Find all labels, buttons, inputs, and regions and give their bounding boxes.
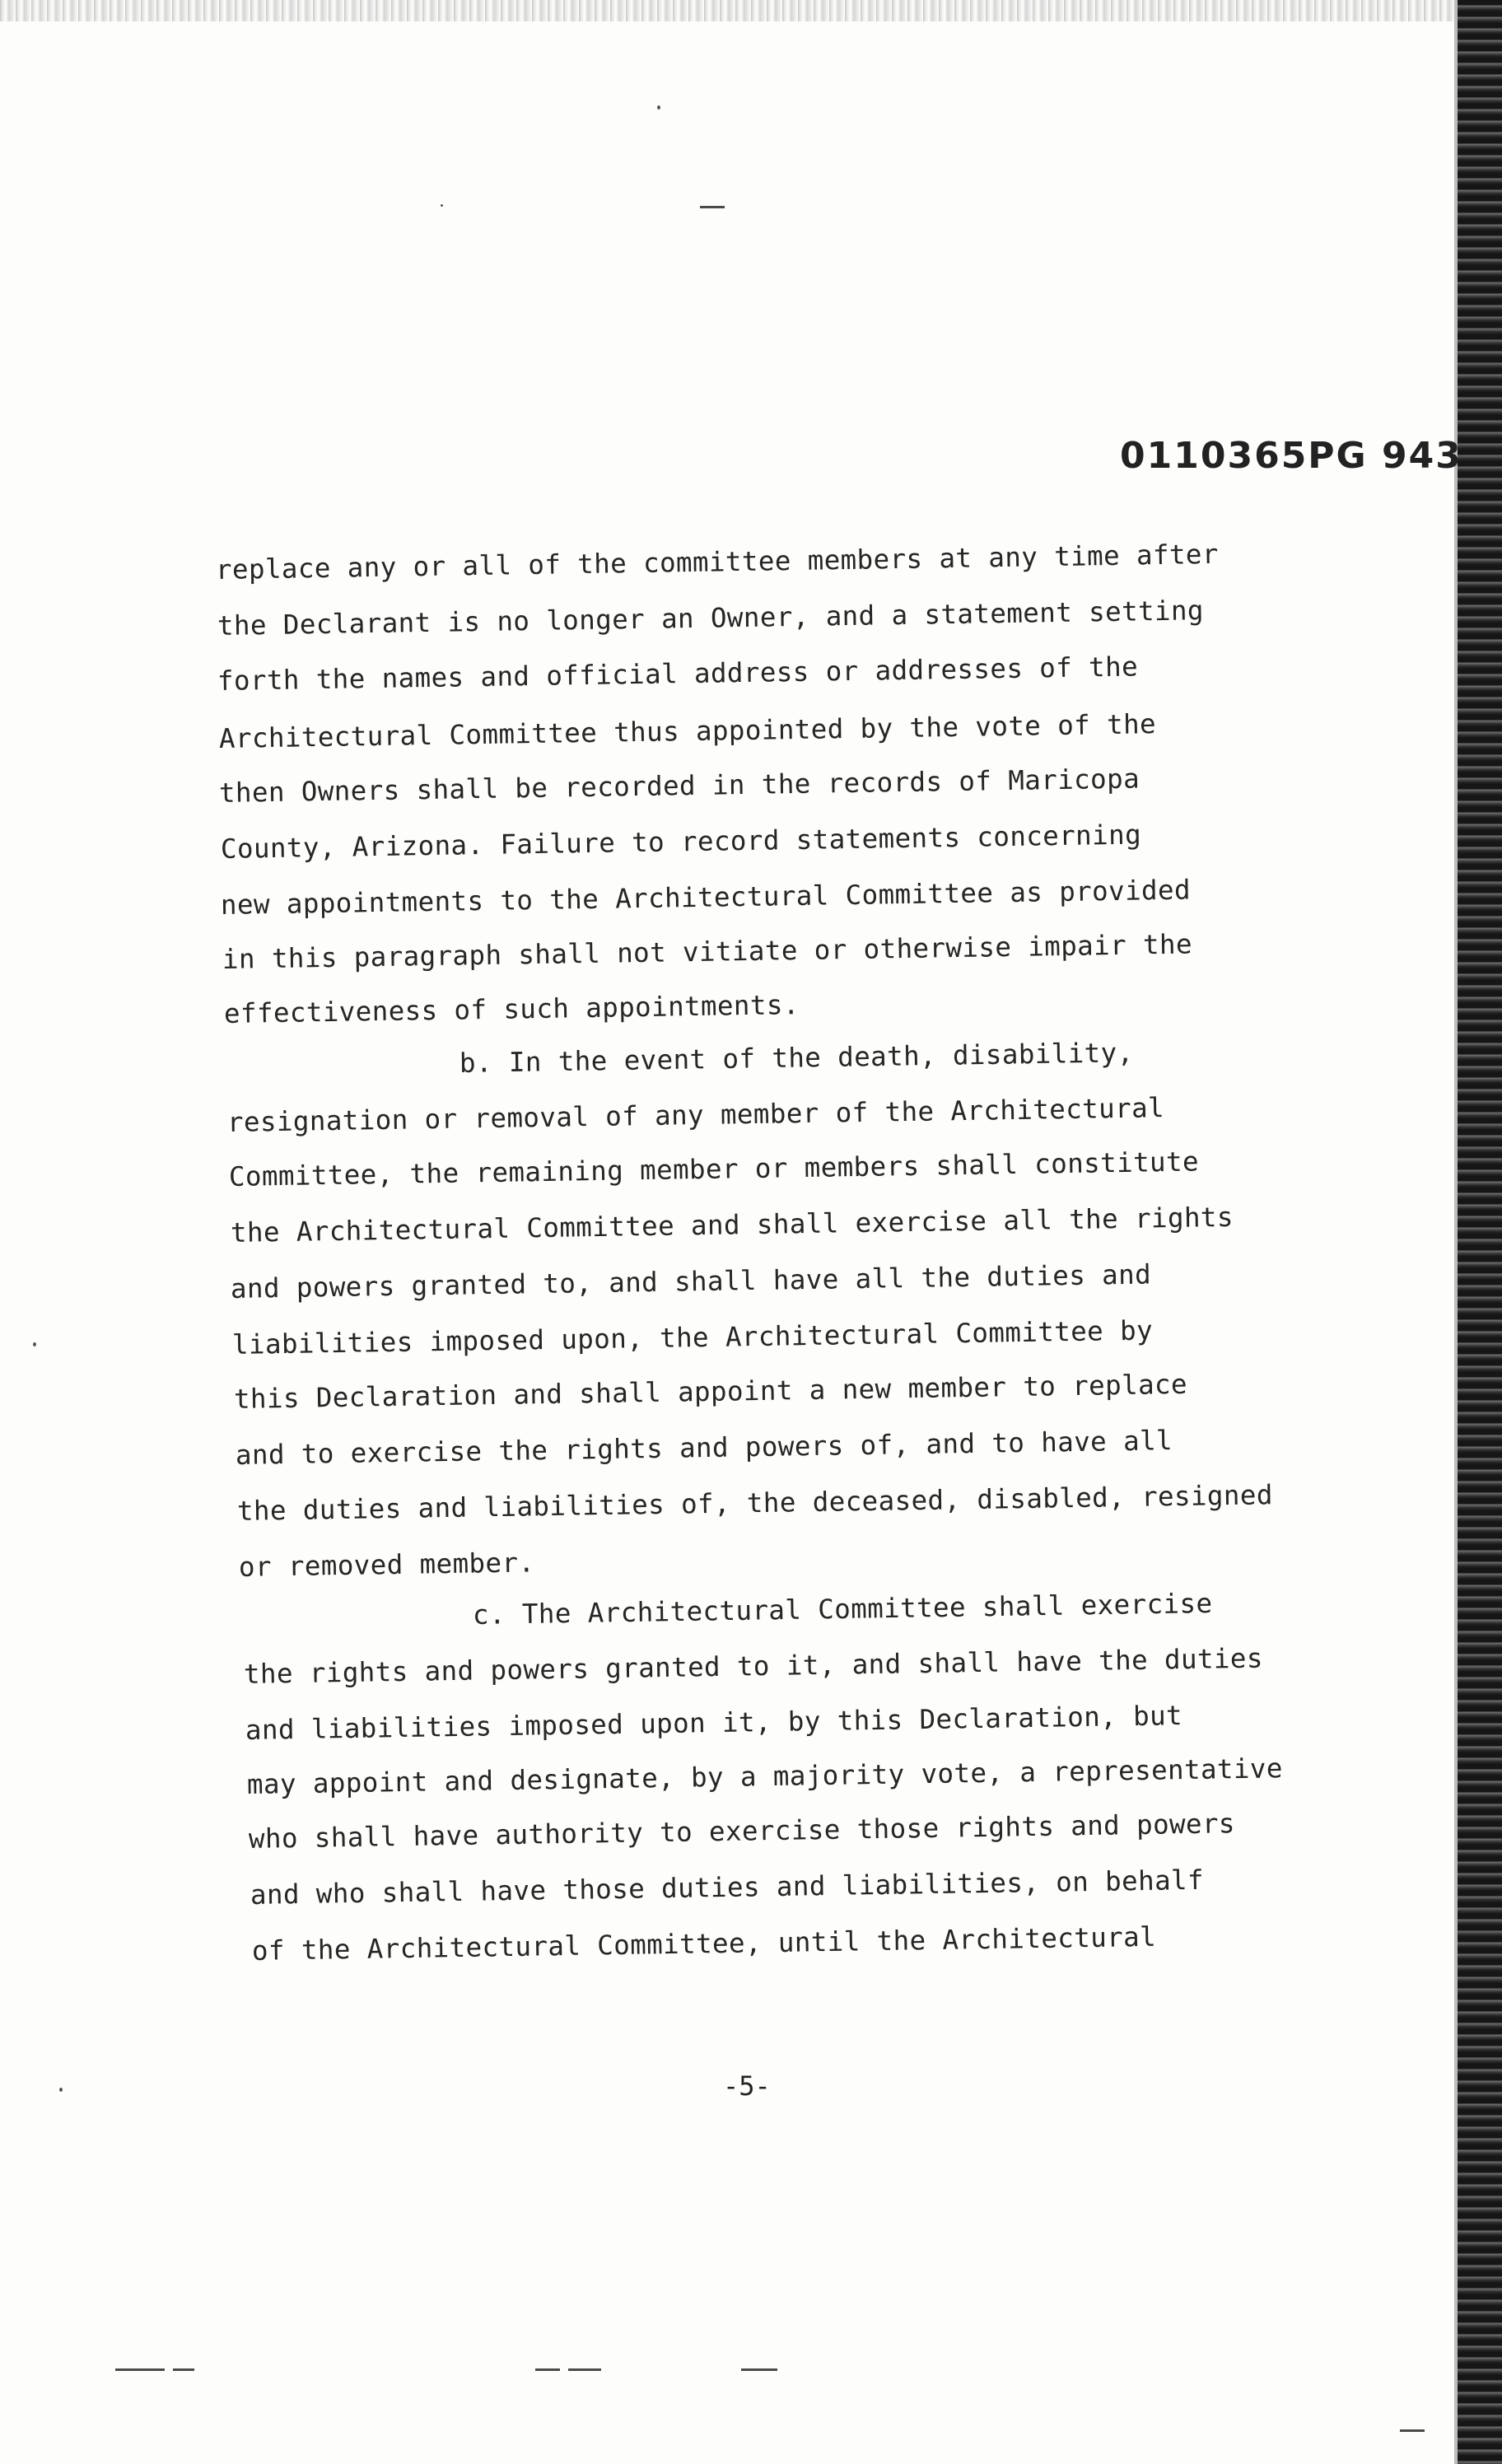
text-line: c. The Architectural Committee shall exercise (472, 1587, 1213, 1631)
scan-speck (33, 1342, 36, 1346)
text-line: new appointments to the Architectural Committee as provided (220, 874, 1192, 921)
text-line: b. In the event of the death, disability, (459, 1037, 1134, 1079)
text-line: and who shall have those duties and liabilities, on behalf (250, 1864, 1205, 1911)
scan-speck (441, 204, 443, 207)
page-number: -5- (723, 2070, 771, 2102)
text-line: Committee, the remaining member or members shall constitute (228, 1146, 1200, 1192)
scan-mark (535, 2368, 560, 2371)
scan-mark (741, 2368, 777, 2371)
scan-noise-top (0, 0, 1502, 21)
text-line: liabilities imposed upon, the Architectural Committee by (231, 1314, 1154, 1360)
recording-stamp: 0110365PG 943 (1120, 435, 1462, 477)
scan-mark (1400, 2429, 1425, 2432)
text-line: County, Arizona. Failure to record statements concerning (220, 819, 1142, 865)
text-line: or removed member. (238, 1547, 535, 1583)
text-line: of the Architectural Committee, until the Architectural (251, 1920, 1157, 1967)
text-line: resignation or removal of any member of the Architectural (226, 1092, 1165, 1138)
text-line: forth the names and official address or addresses of the (217, 651, 1139, 697)
text-line: this Declaration and shall appoint a new member to replace (233, 1368, 1188, 1415)
text-line: and to exercise the rights and powers of, and to have all (235, 1425, 1173, 1471)
text-line: and liabilities imposed upon it, by this Declaration, but (245, 1700, 1183, 1746)
text-line: the Declarant is no longer an Owner, and a statement setting (217, 595, 1205, 642)
text-line: replace any or all of the committee members at any time after (215, 538, 1220, 586)
text-line: the rights and powers granted to it, and shall have the duties (243, 1642, 1264, 1690)
text-line: the duties and liabilities of, the deceased, disabled, resigned (236, 1479, 1274, 1527)
text-line: in this paragraph shall not vitiate or otherwise impair the (222, 928, 1193, 975)
text-line: then Owners shall be recorded in the records of Maricopa (218, 763, 1140, 809)
scan-speck (657, 105, 660, 110)
scan-mark (173, 2368, 194, 2371)
text-line: who shall have authority to exercise those rights and powers (248, 1808, 1236, 1855)
text-line: Architectural Committee thus appointed by the vote of the (218, 708, 1157, 754)
scan-mark (115, 2368, 165, 2371)
text-line: effectiveness of such appointments. (223, 989, 800, 1029)
text-line: and powers granted to, and shall have all the duties and (230, 1258, 1152, 1304)
scan-mark (700, 206, 725, 208)
text-line: the Architectural Committee and shall exercise all the rights (230, 1201, 1234, 1248)
scan-mark (568, 2368, 601, 2371)
scan-speck (59, 2088, 63, 2092)
binding-edge (1458, 0, 1502, 2464)
text-line: may appoint and designate, by a majority vote, a representative (246, 1752, 1284, 1800)
